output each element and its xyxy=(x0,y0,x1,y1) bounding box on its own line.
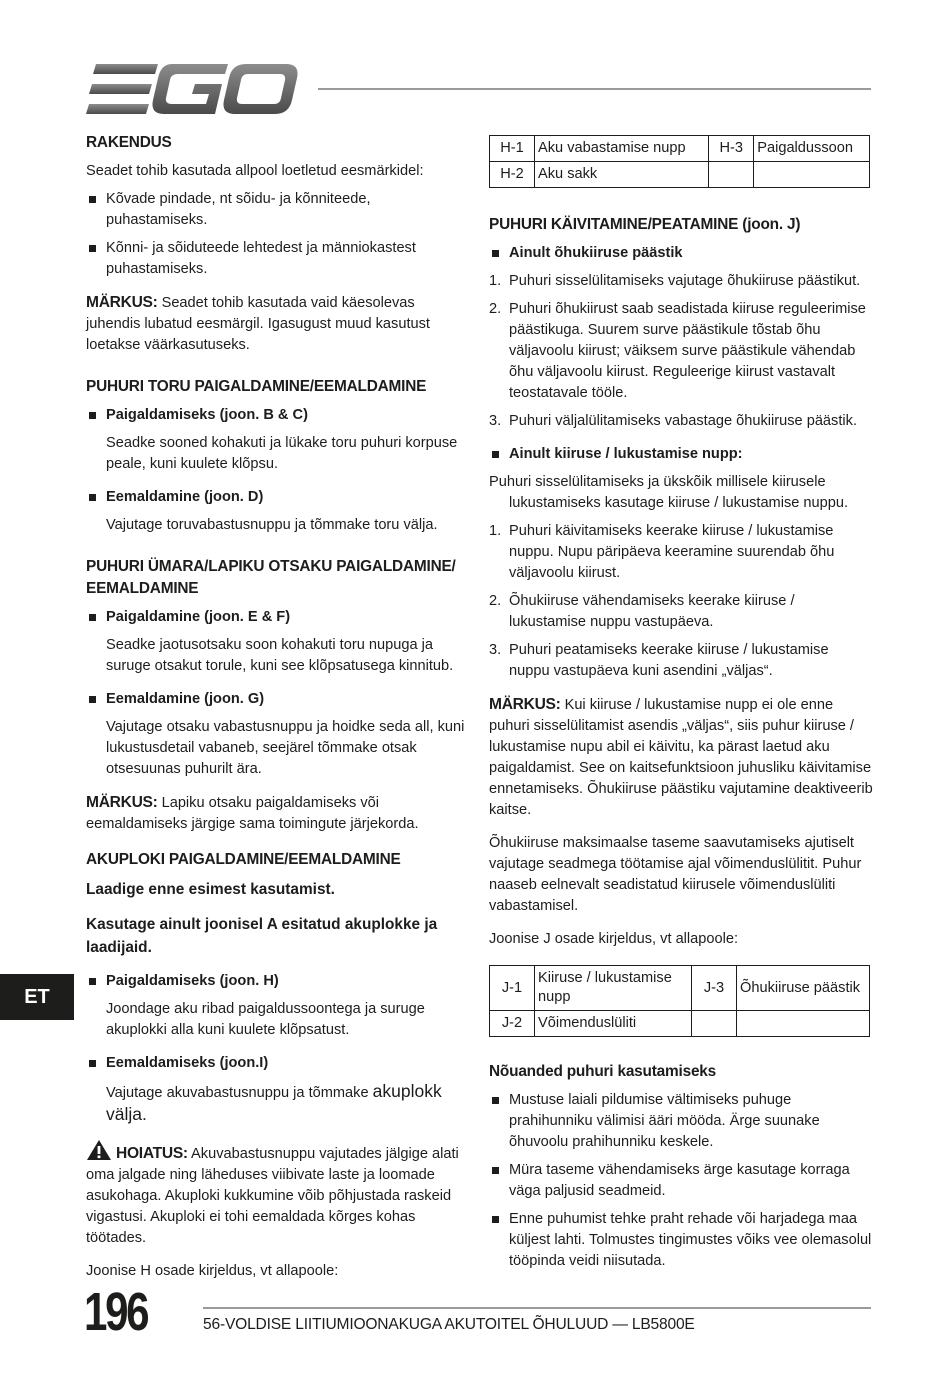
warning-icon xyxy=(86,1139,112,1161)
tips-list xyxy=(489,1090,873,1272)
kaivitamine-sub1 xyxy=(489,243,873,264)
otsak-note xyxy=(86,792,468,835)
list-item: Mustuse laiali pildumise vältimiseks puhuge prahihunniku välimisi ääri mööda. Ärge suunake õhuvoolu prahihunniku keskele. xyxy=(489,1090,873,1153)
note-text: Kui kiiruse / lukustamise nupp ei ole enne puhuri sisselülitamist asendis „väljas“, siis puhur kiiruse / lukustamise nupu abil ei käivitu, ka pärast laetud aku paigaldamist. See on kaitsefunktsioon juhusliku käivitamise ennetamiseks. Õhukiiruse päästiku vajutamine deaktiveerib kaitse. xyxy=(489,697,873,818)
akuplokk-item1-text: Joondage aku ribad paigaldussoontega ja suruge akuplokki alla kuni kuulete klõpsatust. xyxy=(106,1001,425,1038)
otsak-list-1 xyxy=(86,607,468,628)
table-cell: Aku vabastamise nupp xyxy=(535,136,709,162)
section-title-toru: PUHURI TORU PAIGALDAMINE/EEMALDAMINE xyxy=(86,378,427,395)
table-cell: Kiiruse / lukustamise nupp xyxy=(535,966,692,1011)
list-item-heading: Paigaldamiseks (joon. B & C) xyxy=(86,405,468,426)
note-label: MÄRKUS: xyxy=(86,294,158,311)
step-text: Puhuri peatamiseks keerake kiiruse / lukustamise nuppu vastupäeva kuni asendini „väljas“. xyxy=(509,642,829,679)
page-number: 196 xyxy=(84,1282,148,1342)
step-text: Puhuri sisselülitamiseks vajutage õhukiiruse päästikut. xyxy=(509,273,861,289)
table-cell xyxy=(709,162,754,188)
parts-table-j xyxy=(489,965,870,1037)
akuplokk-warning xyxy=(86,1139,468,1249)
table-cell: J-3 xyxy=(692,966,737,1011)
kaivitamine-steps-1 xyxy=(489,271,873,432)
right-column xyxy=(489,135,873,1284)
section-title-rakendus: RAKENDUS xyxy=(86,134,172,151)
table-cell: H-1 xyxy=(490,136,535,162)
note-text: Seadet tohib kasutada vaid käesolevas juhendis lubatud eesmärgil. Igasugust muud kasutust loetakse väärkasutuseks. xyxy=(86,295,430,353)
kaivitamine-note xyxy=(489,694,873,821)
toru-item2-text: Vajutage toruvabastusnuppu ja tõmmake toru välja. xyxy=(106,517,438,533)
kaivitamine-sub2-intro: Puhuri sisselülitamiseks ja ükskõik millisele kiirusele lukustamiseks kasutage kiiruse / lukustamise nuppu. xyxy=(489,474,849,511)
list-item: Kõnni- ja sõiduteede lehtedest ja männiokastest puhastamiseks. xyxy=(86,238,468,280)
left-column xyxy=(86,132,468,1294)
list-item: Müra taseme vähendamiseks ärge kasutage korraga väga paljusid seadmeid. xyxy=(489,1160,873,1202)
list-item-heading: Eemaldamiseks (joon.I) xyxy=(86,1053,468,1074)
akuplokk-list-1 xyxy=(86,971,468,992)
table-cell: Aku sakk xyxy=(535,162,709,188)
list-item-heading: Eemaldamine (joon. G) xyxy=(86,689,468,710)
ego-logo xyxy=(86,62,298,116)
akuplokk-item2-text-b: akuplokk välja. xyxy=(106,1081,442,1124)
kaivitamine-steps-2 xyxy=(489,521,873,682)
list-item-heading: Eemaldamine (joon. D) xyxy=(86,487,468,508)
akuplokk-parts-intro: Joonise H osade kirjeldus, vt allapoole: xyxy=(86,1263,339,1279)
section-title-akuplokk: AKUPLOKI PAIGALDAMINE/EEMALDAMINE xyxy=(86,851,401,868)
warning-label: HOIATUS: xyxy=(116,1145,188,1162)
step-text: Puhuri õhukiirust saab seadistada kiiruse reguleerimise päästikuga. Suurem surve päästikule tõstab õhu väljavoolu kiirust; väiksem surve päästikule vähendab õhu väljavoolu kiirust. Reguleerige kiirust vastavalt teostatavale tööle. xyxy=(509,301,866,401)
section-title-otsak: PUHURI ÜMARA/LAPIKU OTSAKU PAIGALDAMINE/ EEMALDAMINE xyxy=(86,558,456,597)
akuplokk-bold-1: Laadige enne esimest kasutamist. xyxy=(86,881,335,898)
note-label: MÄRKUS: xyxy=(86,794,158,811)
table-cell: J-2 xyxy=(490,1011,535,1037)
akuplokk-item2-text xyxy=(86,1081,468,1127)
toru-list-2 xyxy=(86,487,468,508)
akuplokk-list-2 xyxy=(86,1053,468,1074)
table-cell: Õhukiiruse päästik xyxy=(737,966,870,1011)
boost-text: Õhukiiruse maksimaalse taseme saavutamiseks ajutiselt vajutage seadmega töötamise ajal võimenduslülitit. Puhur naaseb eelnevalt seadistatud kiirusele võimenduslüliti vabastamisel. xyxy=(489,835,862,914)
table-row xyxy=(490,162,870,188)
step-item: 1. Puhuri sisselülitamiseks vajutage õhukiiruse päästikut. xyxy=(489,273,861,289)
list-item-heading: Paigaldamine (joon. E & F) xyxy=(86,607,468,628)
rakendus-list xyxy=(86,189,468,280)
step-item: 3. Puhuri väljalülitamiseks vabastage õhukiiruse päästik. xyxy=(489,413,857,429)
table-cell: Võimenduslüliti xyxy=(535,1011,692,1037)
note-text: Lapiku otsaku paigaldamiseks või eemaldamiseks järgige sama toimingute järjekorda. xyxy=(86,795,419,832)
list-item-heading: Ainult kiiruse / lukustamise nupp: xyxy=(489,444,873,465)
step-item: 2. Õhukiiruse vähendamiseks keerake kiiruse / lukustamise nuppu vastupäeva. xyxy=(489,593,795,630)
step-text: Puhuri väljalülitamiseks vabastage õhukiiruse päästik. xyxy=(509,413,857,429)
kaivitamine-parts-intro: Joonise J osade kirjeldus, vt allapoole: xyxy=(489,931,739,947)
step-item: 2. Puhuri õhukiirust saab seadistada kiiruse reguleerimise päästikuga. Suurem surve päästikule tõstab õhu väljavoolu kiirust; väiksem surve päästikule vähendab õhu väljavoolu kiirust. Reguleerige kiirust vastavalt teostatavale tööle. xyxy=(489,301,866,401)
otsak-list-2 xyxy=(86,689,468,710)
otsak-item2-text: Vajutage otsaku vabastusnuppu ja hoidke seda all, kuni lukustusdetail vabaneb, seejärel tõmmake otsak otsesuunas puhurilt ära. xyxy=(106,719,465,777)
step-text: Õhukiiruse vähendamiseks keerake kiiruse / lukustamise nuppu vastupäeva. xyxy=(509,593,795,630)
note-label: MÄRKUS: xyxy=(489,696,561,713)
rakendus-note xyxy=(86,292,468,356)
table-cell: H-3 xyxy=(709,136,754,162)
list-item: Kõvade pindade, nt sõidu- ja kõnniteede, puhastamiseks. xyxy=(86,189,468,231)
list-item-heading: Ainult õhukiiruse päästik xyxy=(489,243,873,264)
table-cell xyxy=(737,1011,870,1037)
rakendus-intro: Seadet tohib kasutada allpool loetletud eesmärkidel: xyxy=(86,163,424,179)
otsak-item1-text: Seadke jaotusotsaku soon kohakuti toru nupuga ja suruge otsakut torule, kuni see klõpsatusega kinnitub. xyxy=(106,637,454,674)
list-item: Enne puhumist tehke praht rehade või harjadega maa küljest lahti. Tolmustes tingimustes võiks vee olemasolul tööpinda veidi niisutada. xyxy=(489,1209,873,1272)
list-item-heading: Paigaldamiseks (joon. H) xyxy=(86,971,468,992)
section-title-tips: Nõuanded puhuri kasutamiseks xyxy=(489,1063,717,1080)
step-item: 3. Puhuri peatamiseks keerake kiiruse / lukustamise nuppu vastupäeva kuni asendini „väljas“. xyxy=(489,642,829,679)
table-row xyxy=(490,136,870,162)
footer-rule xyxy=(203,1307,871,1309)
table-row xyxy=(490,1011,870,1037)
toru-item1-text: Seadke sooned kohakuti ja lükake toru puhuri korpuse peale, kuni kuulete klõpsu. xyxy=(106,435,458,472)
language-tab: ET xyxy=(0,974,74,1020)
parts-table-h xyxy=(489,135,870,188)
header-rule xyxy=(318,88,871,90)
table-cell: Paigaldussoon xyxy=(754,136,870,162)
toru-list-1 xyxy=(86,405,468,426)
akuplokk-bold-2: Kasutage ainult joonisel A esitatud akuplokke ja laadijaid. xyxy=(86,916,438,956)
table-cell: J-1 xyxy=(490,966,535,1011)
footer-title: 56-VOLDISE LIITIUMIOONAKUGA AKUTOITEL ÕHULUUD — LB5800E xyxy=(203,1316,695,1333)
warning-text: Akuvabastusnuppu vajutades jälgige alati oma jalgade ning läheduses viibivate laste ja loomade asukohaga. Akuploki kukkumine võib põhjustada raskeid vigastusi. Akuploki ei tohi eemaldada kõrges kohas töötades. xyxy=(86,1146,459,1246)
step-text: Puhuri käivitamiseks keerake kiiruse / lukustamise nuppu. Nupu päripäeva keeramine suurendab õhu väljavoolu kiirust. xyxy=(509,523,835,581)
kaivitamine-sub2 xyxy=(489,444,873,465)
table-cell: H-2 xyxy=(490,162,535,188)
table-cell xyxy=(754,162,870,188)
step-item: 1. Puhuri käivitamiseks keerake kiiruse / lukustamise nuppu. Nupu päripäeva keeramine suurendab õhu väljavoolu kiirust. xyxy=(489,523,835,581)
akuplokk-item2-text-a: Vajutage akuvabastusnuppu ja tõmmake xyxy=(106,1085,373,1101)
table-cell xyxy=(692,1011,737,1037)
section-title-kaivitamine: PUHURI KÄIVITAMINE/PEATAMINE (joon. J) xyxy=(489,216,801,233)
table-row xyxy=(490,966,870,1011)
